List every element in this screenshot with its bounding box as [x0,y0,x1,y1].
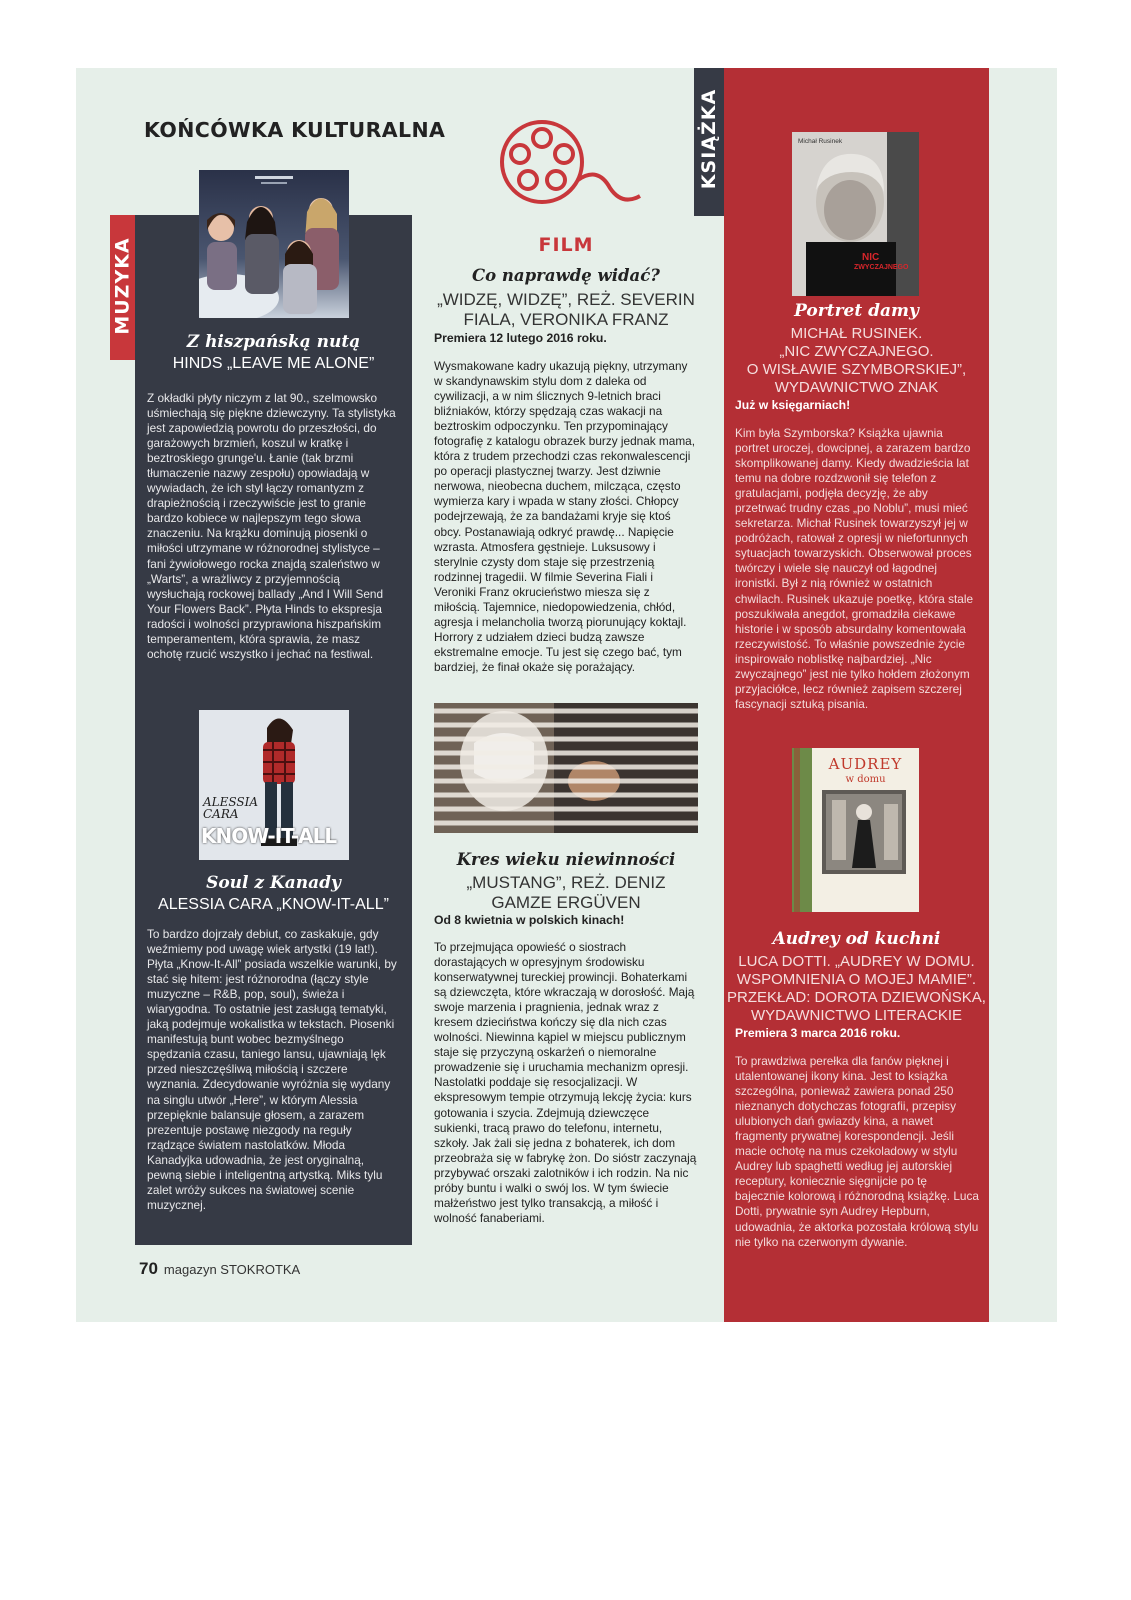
page-number: 70 [139,1259,158,1278]
alessia-cover-title: KNOW-IT-ALL [201,824,337,848]
audrey-subtitle-line1: LUCA DOTTI. „AUDREY W DOMU. [738,953,975,970]
film1-subtitle-line2: FIALA, VERONIKA FRANZ [463,310,669,329]
audrey-cover-title: AUDREY [828,755,903,773]
music-tab-label: MUZYKA [111,237,134,335]
film2-subtitle-line2: GAMZE ERGÜVEN [491,893,641,912]
music-section-tab [110,215,135,360]
film-reel-icon [498,116,648,216]
hinds-album-cover [199,170,349,318]
film-section-label: FILM [538,234,594,256]
alessia-kicker: Soul z Kanady [206,873,341,893]
alessia-subtitle: ALESSIA CARA „KNOW-IT-ALL” [158,896,389,913]
film2-premiere-note: Od 8 kwietnia w polskich kinach! [434,913,625,927]
alessia-cover-artist: ALESSIA CARA [203,795,259,821]
music-panel [135,215,412,1245]
film1-kicker: Co naprawdę widać? [472,266,660,285]
film2-kicker: Kres wieku niewinności [456,850,676,869]
book-tab-label: KSIĄŻKA [698,88,720,190]
alessia-cara-album-cover [199,710,349,860]
szymborska-subtitle-line4: WYDAWNICTWO ZNAK [774,379,939,396]
hinds-subtitle: HINDS „LEAVE ME ALONE” [172,355,375,372]
page-footer [139,1259,300,1279]
magazine-name: magazyn STOKROTKA [163,1262,301,1277]
audrey-subtitle-line4: WYDAWNICTWO LITERACKIE [750,1007,963,1024]
film1-premiere-note: Premiera 12 lutego 2016 roku. [434,331,607,345]
book-panel [724,68,989,1322]
section-title: KOŃCÓWKA KULTURALNA [144,118,446,142]
szymborska-cover-title-b: ZWYCZAJNEGO [854,264,909,271]
hinds-kicker: Z hiszpańską nutą [186,332,361,352]
book-section-tab [694,68,724,216]
szymborska-subtitle-line1: MICHAŁ RUSINEK. [790,325,923,342]
film1-review-text: Wysmakowane kadry ukazują piękny, utrzymany w skandynawskim stylu dom z daleka od cywilizacji, a w nim ślicznych 9-letnich braci bliźniaków, którzy spędzają czas wakacji na beztroskim odpoczynku. Ten przypominający fotografię z katalogu obrazek burzy jednak mama, która z trudem przechodzi czas rekonwalescencji po operacji plastycznej twarzy. Jest dziwnie nerwowa, nieobecna duchem, milcząca, często wymierza kary i wpada w stany złości. Chłopcy podejrzewają, że za bandażami kryje się ktoś obcy. Postanawiają odkryć prawdę... Napięcie wzrasta. Atmosfera gęstnieje. Luksusowy i sterylnie czysty dom staje się przestrzenią rodzinnej tragedii. W filmie Severina Fiali i Veroniki Franz okrucieństwo miesza się z miłością. Tajemnice, niedopowiedzenia, chłód, agresja i melancholia tworzą piorunujący koktajl. Horrory z udziałem dzieci budzą zawsze ekstremalne emocje. Tu jest się czego bać, tym bardziej, że finał okaże się porażający. [434,359,695,674]
hinds-review-text: Z okładki płyty niczym z lat 90., szelmowsko uśmiechają się piękne dziewczyny. Ta stylistyka jest zapowiedzią powrotu do przeszłości, do garażowych brzmień, koszul w kratkę i beztroskiego grunge'u. Łanie (tak brzmi tłumaczenie nazwy zespołu) opowiadają w wywiadach, że ich styl łączy romantyzm z drapieżnością i rzeczywiście jest to granie bardzo kobiece w najlepszym tego słowa znaczeniu. Na krążku dominują piosenki o miłości utrzymane w różnorodnej stylistyce – fani żywiołowego rocka znajdą szaleństwo w „Warts”, a wrażliwcy z przyjemnością wysłuchają rockowej ballady „And I Will Send Your Flowers Back”. Płyta Hinds to ekspresja radości i wolności przyprawiona hiszpańskim temperamentem, która sprawia, że masz ochotę rzucić wszystko i jechać na festiwal. [147,391,396,661]
audrey-premiere-note: Premiera 3 marca 2016 roku. [735,1026,901,1040]
audrey-subtitle-line3: PRZEKŁAD: DOROTA DZIEWOŃSKA, [727,989,986,1006]
audrey-review-text: To prawdziwa perełka dla fanów pięknej i utalentowanej ikony kina. Jest to książka szczególna, ponieważ zawiera ponad 250 nieznanych dotychczas fotografii, przepisy ulubionych dań gwiazdy kina, a nawet fragmenty prywatnej korespondencji. Jeśli macie ochotę na mus czekoladowy w stylu Audrey lub spaghetti według jej autorskiej receptury, koniecznie sięgnijcie po tę bajecznie kolorową i różnorodną książkę. Luca Dotti, prywatnie syn Audrey Hepburn, udowadnia, że aktorka pozostała królową stylu nie tylko na czerwonym dywanie. [735,1054,979,1249]
audrey-subtitle-line2: WSPOMNIENIA O MOJEJ MAMIE”. [736,971,977,988]
audrey-book-cover [792,748,919,912]
szymborska-subtitle-line2: „NIC ZWYCZAJNEGO. [779,343,934,360]
audrey-kicker: Audrey od kuchni [772,929,941,949]
szymborska-review-text: Kim była Szymborska? Książka ujawnia portret uroczej, dowcipnej, a zarazem bardzo skomplikowanej damy. Kiedy dwadzieścia lat temu na dobre rozdzwonił się telefon z gratulacjami, podjęła decyzję, że aby przetrwać trudny czas „po Noblu”, musi mieć sekretarza. Michał Rusinek towarzyszył jej w podróżach, ratował z opresji w niefortunnych sytuacjach towarzyskich. Obserwował proces twórczy i wiele się nauczył od łagodnej ironistki. Był z nią również w ostatnich chwilach. Rusinek ukazuje poetkę, która stale poszukiwała anegdot, gromadziła ciekawe historie i w sposób absurdalny komentowała rzeczywistość. To właśnie powszednie życie inspirowało noblistkę najbardziej. „Nic zwyczajnego” jest nie tylko hołdem złożonym przyjaciółce, lecz również zapisem szczerej fascynacji sztuką pisania. [735,426,974,711]
film-still-blinds [434,703,698,833]
szymborska-book-cover [792,132,919,296]
film2-subtitle-line1: „MUSTANG”, REŻ. DENIZ [466,873,666,892]
alessia-review-text: To bardzo dojrzały debiut, co zaskakuje, gdy weźmiemy pod uwagę wiek artystki (19 lat!). Płyta „Know-It-All” posiada wszelkie warunki, by stać się hitem: jest różnorodna (łączy style muzyczne – R&B, pop, soul), świeża i wiarygodna. To ostatnie jest zasługą tematyki, jaką podejmuje wokalistka w tekstach. Piosenki manifestują bunt wobec bezmyślnego spędzania czasu, taniego lansu, ujawniają lęk przed nieszczęśliwą miłością i szczere wyznania. Zdecydowanie wyróżnia się wydany na singlu utwór „Here”, w którym Alessia przepięknie balansuje głosem, a zarazem prezentuje postawę niezgody na reguły rządzące światem nastolatków. Młoda Kanadyjka udowadnia, że jest oryginalną, pewną siebie i inteligentną artystką. Miks tylu zalet wróży sukces na światowej scenie muzycznej. [147,927,397,1212]
szymborska-cover-author: Michał Rusinek [798,138,843,145]
film1-subtitle-line1: „WIDZĘ, WIDZĘ”, REŻ. SEVERIN [437,290,695,309]
szymborska-cover-title-a: NIC [862,252,880,263]
film2-review-text: To przejmująca opowieść o siostrach dorastających w opresyjnym środowisku konserwatywnej tureckiej prowincji. Bohaterkami są dziewczęta, które wkraczają w dorosłość. Mają swoje marzenia i pragnienia, jednak wraz z kresem dzieciństwa kończy się dla nich czas wolności. Niewinna kąpiel w miejscu publicznym staje się przyczyną oskarżeń o niemoralne prowadzenie się i uruchamia mechanizm opresji. Nastolatki poddaje się resocjalizacji. W ekspresowym tempie otrzymują lekcję życia: kurs gotowania i szycia. Zdejmują dziewczęce sukienki, tracą prawo do telefonu, internetu, szkoły. Jak żali się jedna z bohaterek, ich dom przeobraża się w fabrykę żon. Do sióstr zaczynają przybywać orszaki zalotników i ich rodzin. Na nic próby buntu i walki o swój los. W tym świecie małżeństwo jest tylko transakcją, a miłość i wolność fanaberiami. [434,940,697,1225]
szymborska-subtitle-line3: O WISŁAWIE SZYMBORSKIEJ”, [746,361,967,378]
audrey-cover-subtitle: w domu [845,774,886,785]
szymborska-availability-note: Już w księgarniach! [735,398,851,412]
szymborska-kicker: Portret damy [794,301,919,321]
